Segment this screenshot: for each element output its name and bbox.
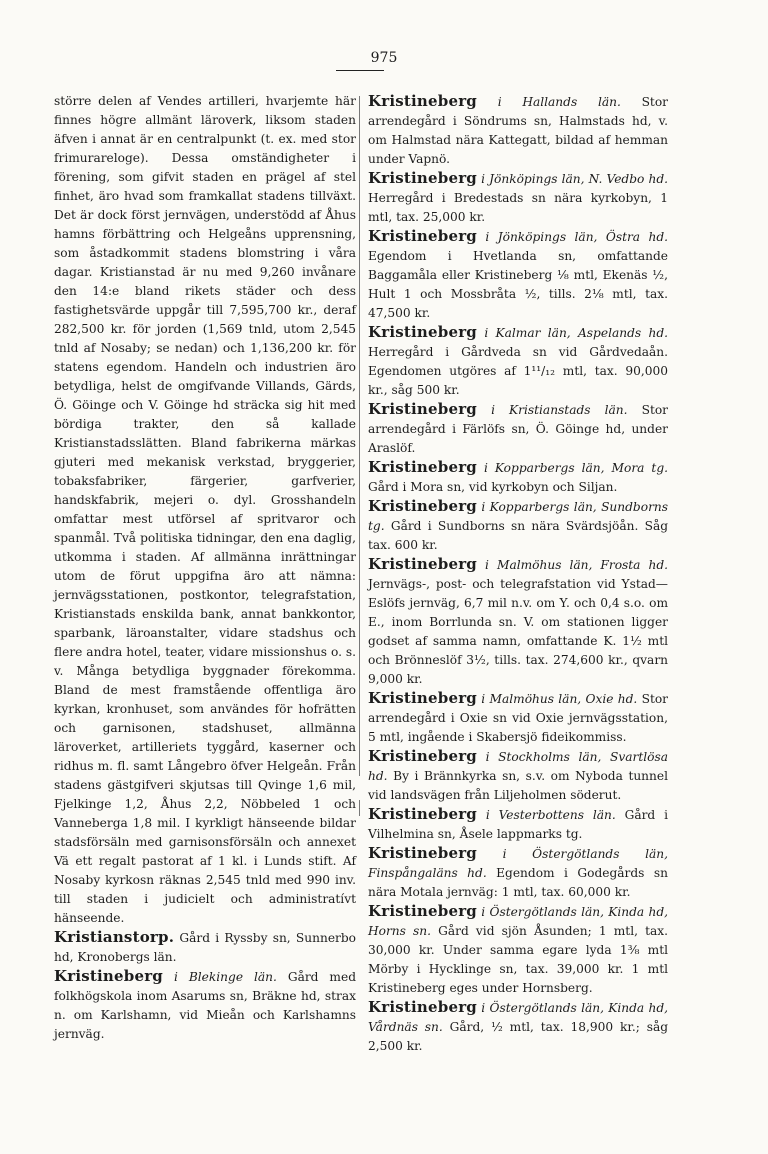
- entry-heading: Kristineberg: [368, 227, 477, 245]
- entry-heading: Kristineberg: [368, 902, 477, 920]
- entry-kristineberg-kalmar: [368, 323, 668, 400]
- entry-text: Stor arrendegård i Färlöfs sn, Ö. Göinge hd, under Araslöf.: [368, 403, 669, 455]
- column-divider-lower: [359, 800, 360, 816]
- entry-location: i Malmöhus län, Frosta hd.: [485, 558, 669, 572]
- entry-location: i Hallands län.: [497, 95, 621, 109]
- entry-heading: Kristineberg: [368, 400, 477, 418]
- entry-text: Gård vid sjön Åsunden; 1 mtl, tax. 30,000 kr. Under samma egare lyda 1⅜ mtl Mörby i Hycklinge sn, tax. 39,000 kr. 1 mtl Kristineberg eges under Hornsberg.: [368, 924, 669, 995]
- entry-heading: Kristineberg: [368, 747, 477, 765]
- entry-location: i Stockholms län, Svartlösa hd.: [368, 750, 668, 783]
- entry-location: i Jönköpings län, N. Vedbo hd.: [481, 172, 668, 186]
- entry-heading: Kristineberg: [368, 169, 477, 187]
- entry-location: i Malmöhus län, Oxie hd.: [481, 692, 638, 706]
- entry-text: By i Brännkyrka sn, s.v. om Nyboda tunnel vid landsvägen från Liljeholmen söderut.: [368, 769, 668, 802]
- entry-heading: Kristineberg: [368, 323, 477, 341]
- entry-text: Gård, ½ mtl, tax. 18,900 kr.; såg 2,500 kr.: [368, 1020, 669, 1053]
- entry-text: Herregård i Bredestads sn nära kyrkobyn, 1 mtl, tax. 25,000 kr.: [368, 191, 668, 224]
- entry-kristineberg-ostergotland-vardnas: [368, 998, 668, 1056]
- entry-kristineberg-malmohus-oxie: [368, 689, 668, 747]
- entry-kristineberg-vesterbotten: [368, 805, 668, 844]
- entry-location: i Kopparbergs län, Sundborns tg.: [368, 500, 668, 533]
- entry-heading: Kristineberg: [368, 689, 477, 707]
- entry-heading: Kristineberg: [368, 555, 477, 573]
- entry-text: Gård i Ryssby sn, Sunnerbo hd, Kronobergs län.: [54, 931, 356, 964]
- entry-kristineberg-jonkoping-ostra: [368, 227, 668, 323]
- paragraph-kristianstad: större delen af Vendes artilleri, hvarjemte här finnes högre allmänt läroverk, liksom staden äfven i annat är en centralpunkt (t. ex. med stor frimurareloge). Dessa omständigheter i förening, som gifvit staden en prägel af stel finhet, äro hvad som framkallat stadens tillväxt. Det är dock först jernvägen, understödd af Åhus hamns förbättring och Helgeåns upprensning, som åstadkommit stadens blomstring i våra dagar. Kristianstad är nu med 9,260 invånare den 14:e bland rikets städer och dess fastighetsvärde uppgår till 7,595,700 kr., deraf 282,500 kr. för jorden (1,569 tnld, utom 2,545 tnld af Nosaby; se nedan) och 1,136,200 kr. för statens egendom. Handeln och industrien äro betydliga, helst de omgifvande Villands, Gärds, Ö. Göinge och V. Göinge hd sträcka sig hit med bördiga trakter, den så kallade Kristianstadsslätten. Bland fabrikerna märkas gjuteri med mekanisk verkstad, bryggerier, tobaksfabriker, färgerier, garfverier, handskfabrik, mejeri o. dyl. Grosshandeln omfattar mest utförsel af spritvaror och spanmål. Två politiska tidningar, den ena daglig, utkomma i staden. Af allmänna inrättningar utom de förut uppgifna äro att nämna: jernvägsstationen, postkontor, telegrafstation, Kristianstads enskilda bank, annat bankkontor, sparbank, läroanstalter, vidare stadshus och flere andra hotel, teater, vidare missionshus o. s. v. Många betydliga byggnader förekomma. Bland de mest framstående offentliga äro kyrkan, kronhuset, som användes för hofrätten och garnisonen, stadshuset, allmänna läroverket, artilleriets tyggård, kaserner och ridhus m. fl. samt Långebro öfver Helgeån. Från stadens gästgifveri skjutsas till Qvinge 1,6 mil, Fjelkinge 1,2, Åhus 2,2, Nöbbeled 1 och Vanneberga 1,8 mil. I kyrkligt hänseende bildar stadsförsäln med garnisonsförsäln och annexet Vä ett regalt pastorat af 1 kl. i Lunds stift. Af Nosaby kyrkosn räknas 2,545 tnld med 990 inv. till staden i judicielt och administratívt hänseende.: [54, 94, 356, 925]
- entry-location: i Östergötlands län, Finspångaläns hd.: [368, 847, 669, 880]
- entry-heading: Kristineberg: [368, 92, 477, 110]
- entry-heading: Kristineberg: [54, 967, 163, 985]
- entry-heading: Kristineberg: [368, 998, 477, 1016]
- entry-text: Egendom i Godegårds sn nära Motala jernväg: 1 mtl, tax. 60,000 kr.: [368, 866, 668, 899]
- entry-heading: Kristineberg: [368, 844, 477, 862]
- column-divider: [359, 96, 360, 776]
- entry-location: i Vesterbottens län.: [485, 808, 616, 822]
- entry-location: i Kristianstads län.: [491, 403, 628, 417]
- entry-heading: Kristineberg: [368, 458, 477, 476]
- page-number: 975: [370, 50, 398, 66]
- entry-text: Gård i Vilhelmina sn, Åsele lappmarks tg.: [368, 808, 669, 841]
- entry-kristineberg-ostergotland-finspang: [368, 844, 668, 902]
- entry-text: Gård i Sundborns sn nära Svärdsjöån. Såg tax. 600 kr.: [368, 519, 669, 552]
- entry-text: Jernvägs-, post- och telegrafstation vid Ystad—Eslöfs jernväg, 6,7 mil n.v. om Y. och 0,4 s.o. om E., inom Borrlunda sn. V. om stationen ligger godset af samma namn, omfattande K. 1½ mtl och Brönneslöf 3½, tills. tax. 274,600 kr., qvarn 9,000 kr.: [368, 577, 668, 686]
- entry-text: Egendom i Hvetlanda sn, omfattande Baggamåla eller Kristineberg ⅛ mtl, Ekenäs ½, Hult 1 och Mossbråta ½, tills. 2⅛ mtl, tax. 47,500 kr.: [368, 249, 668, 320]
- entry-kristineberg-kristianstad: [368, 400, 668, 458]
- entry-location: i Kalmar län, Aspelands hd.: [484, 326, 668, 340]
- page-number-rule: [336, 70, 384, 71]
- entry-location: i Östergötlands län, Kinda hd, Vårdnäs sn.: [368, 1001, 669, 1034]
- right-column: [368, 92, 668, 1056]
- entry-kristineberg-stockholm: [368, 747, 668, 805]
- left-column: [54, 92, 356, 1044]
- entry-location: i Kopparbergs län, Mora tg.: [484, 461, 668, 475]
- entry-text: Gård i Mora sn, vid kyrkobyn och Siljan.: [368, 480, 618, 494]
- entry-kristineberg-jonkoping-n-vedbo: [368, 169, 668, 227]
- entry-location: i Blekinge län.: [173, 970, 277, 984]
- entry-kristineberg-blekinge: [54, 967, 356, 1044]
- entry-text: Herregård i Gårdveda sn vid Gårdvedaån. Egendomen utgöres af 1¹¹/₁₂ mtl, tax. 90,000 kr., såg 500 kr.: [368, 345, 668, 397]
- entry-text: Stor arrendegård i Oxie sn vid Oxie jernvägsstation, 5 mtl, ingående i Skabersjö fideikommiss.: [368, 692, 669, 744]
- entry-heading: Kristineberg: [368, 497, 477, 515]
- entry-kristineberg-kopparberg-sundborn: [368, 497, 668, 555]
- entry-heading: Kristianstorp.: [54, 928, 175, 946]
- entry-kristineberg-kopparberg-mora: [368, 458, 668, 497]
- entry-location: i Östergötlands län, Kinda hd, Horns sn.: [368, 905, 669, 938]
- entry-heading: Kristineberg: [368, 805, 477, 823]
- entry-kristineberg-hallands: [368, 92, 668, 169]
- entry-text: Gård med folkhögskola inom Asarums sn, Bräkne hd, strax n. om Karlshamn, vid Mieån och Karlshamns jernväg.: [54, 970, 357, 1041]
- entry-kristineberg-malmohus-frosta: [368, 555, 668, 689]
- entry-kristianstorp: [54, 928, 356, 967]
- entry-text: Stor arrendegård i Söndrums sn, Halmstads hd, v. om Halmstad nära Kattegatt, bildad af hemman under Vapnö.: [368, 95, 668, 166]
- entry-location: i Jönköpings län, Östra hd.: [485, 230, 668, 244]
- entry-kristineberg-ostergotland-horn: [368, 902, 668, 998]
